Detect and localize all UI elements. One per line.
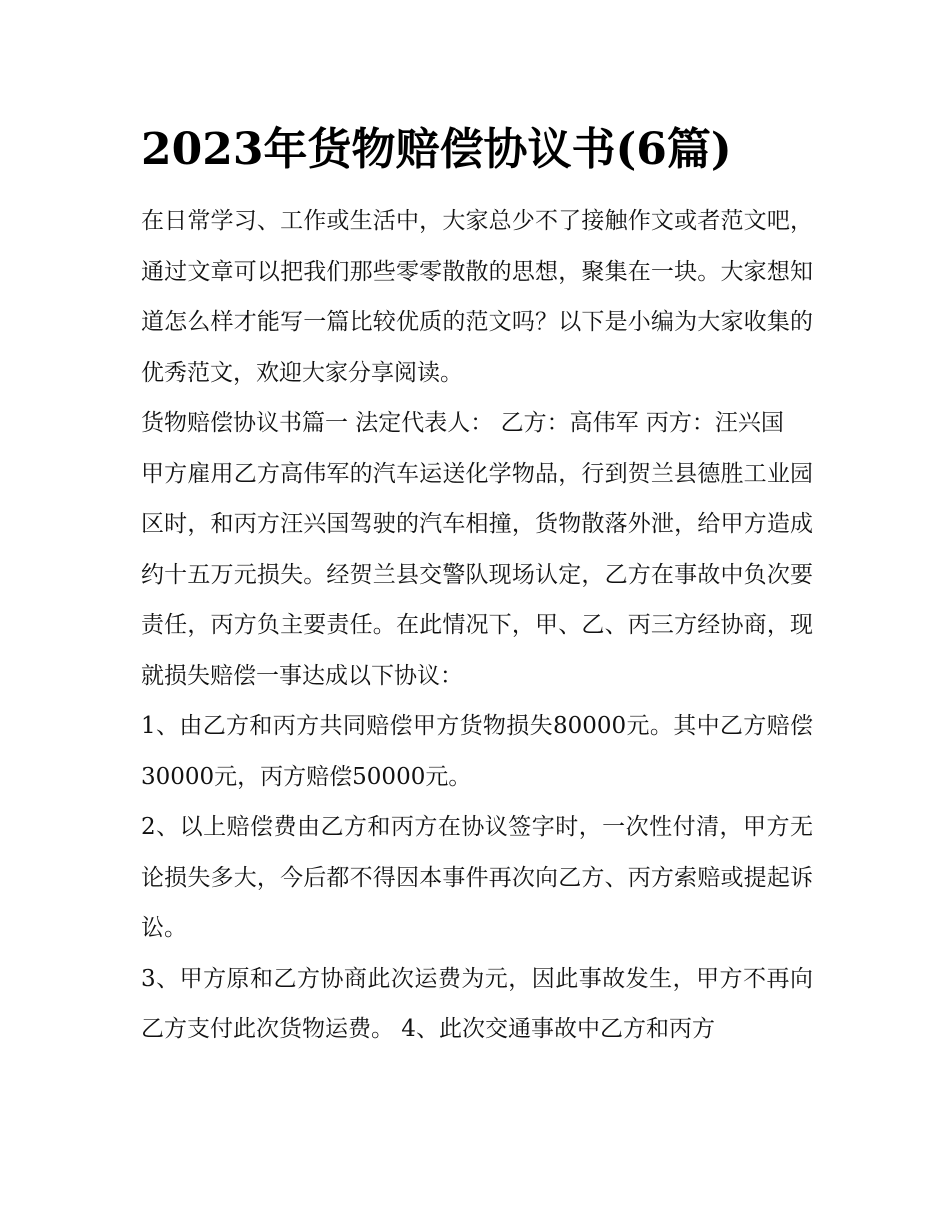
clause-1-paragraph: 1、由乙方和丙方共同赔偿甲方货物损失80000元。其中乙方赔偿30000元，丙方赔偿50000元。 bbox=[141, 713, 813, 790]
clause-3-paragraph: 3、甲方原和乙方协商此次运费为元，因此事故发生，甲方不再向乙方支付此次货物运费。 4、此次交通事故中乙方和丙方 bbox=[141, 965, 813, 1042]
incident-description-paragraph: 甲方雇用乙方高伟军的汽车运送化学物品，行到贺兰县德胜工业园区时，和丙方汪兴国驾驶的汽车相撞，货物散落外泄，给甲方造成约十五万元损失。经贺兰县交警队现场认定，乙方在事故中负次要责任，丙方负主要责任。在此情况下，甲、乙、丙三方经协商，现就损失赔偿一事达成以下协议： bbox=[141, 460, 813, 689]
document-title: 2023年货物赔偿协议书(6篇) bbox=[141, 124, 732, 175]
clause-2-paragraph: 2、以上赔偿费由乙方和丙方在协议签字时，一次性付清，甲方无论损失多大，今后都不得因本事件再次向乙方、丙方索赔或提起诉讼。 bbox=[141, 814, 813, 941]
intro-paragraph: 在日常学习、工作或生活中，大家总少不了接触作文或者范文吧，通过文章可以把我们那些零零散散的思想，聚集在一块。大家想知道怎么样才能写一篇比较优质的范文吗？以下是小编为大家收集的优秀范文，欢迎大家分享阅读。 bbox=[141, 208, 813, 386]
agreement-parties-paragraph: 货物赔偿协议书篇一 法定代表人： 乙方：高伟军 丙方：汪兴国 bbox=[141, 410, 784, 436]
document-content bbox=[141, 118, 813, 1055]
